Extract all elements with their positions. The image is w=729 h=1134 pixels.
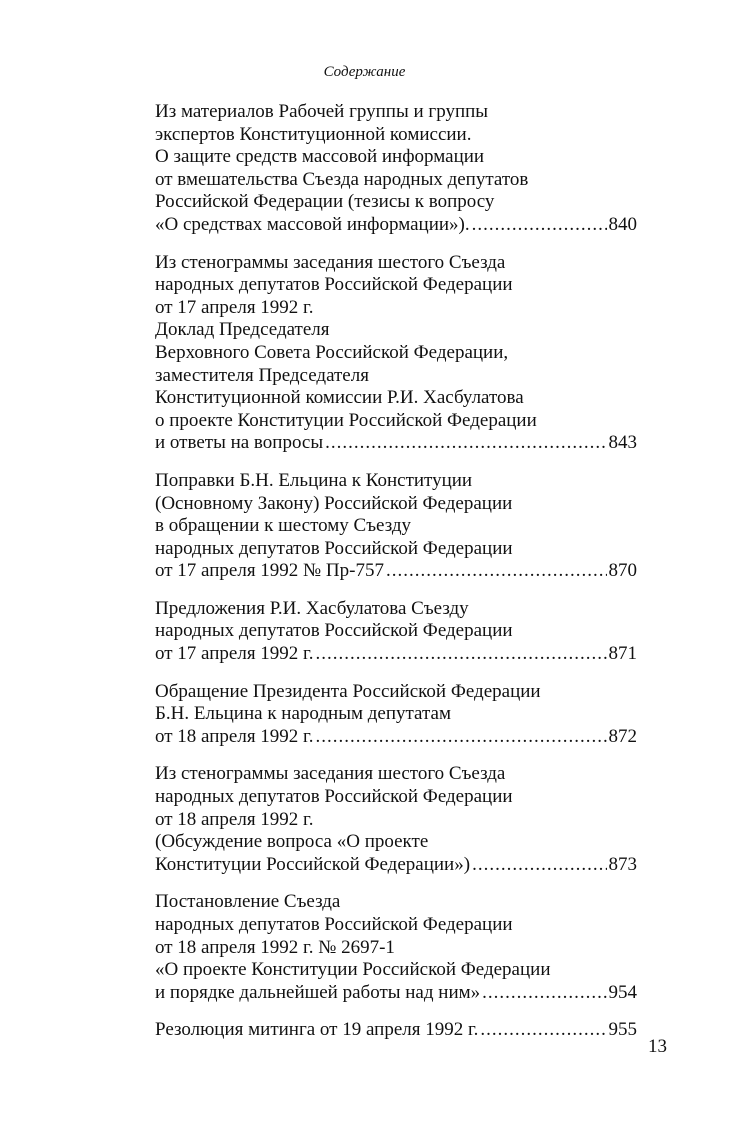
entry-line: от 18 апреля 1992 г. № 2697-1 xyxy=(155,936,395,958)
entry-last-line xyxy=(155,560,637,583)
entry-last-line xyxy=(155,432,637,455)
entry-line: Обращение Президента Российской Федерации xyxy=(155,680,541,702)
entry-line: Б.Н. Ельцина к народным депутатам xyxy=(155,703,451,725)
entry-line: Из стенограммы заседания шестого Съезда xyxy=(155,763,506,785)
entry-line: от 18 апреля 1992 г. xyxy=(155,808,314,830)
entry-line: «О средствах массовой информации»). xyxy=(155,213,470,235)
entry-line: Постановление Съезда xyxy=(155,891,341,913)
entry-line: и ответы на вопросы xyxy=(155,432,324,454)
entry-line: народных депутатов Российской Федерации xyxy=(155,786,513,808)
toc-entry xyxy=(155,763,637,876)
entry-line: Резолюция митинга от 19 апреля 1992 г. xyxy=(155,1019,479,1041)
entry-page-number: 955 xyxy=(608,1019,637,1041)
entry-line: (Основному Закону) Российской Федерации xyxy=(155,492,513,514)
entry-line: Предложения Р.И. Хасбулатова Съезду xyxy=(155,597,469,619)
dot-leader xyxy=(315,726,606,749)
table-of-contents xyxy=(155,101,637,1057)
entry-line: Российской Федерации (тезисы к вопросу xyxy=(155,191,495,213)
toc-entry xyxy=(155,891,637,1004)
entry-line: (Обсуждение вопроса «О проекте xyxy=(155,831,429,853)
dot-leader xyxy=(480,1019,606,1042)
toc-entry xyxy=(155,252,637,455)
entry-page-number: 843 xyxy=(608,432,637,454)
entry-line: «О проекте Конституции Российской Федерации xyxy=(155,959,551,981)
entry-last-line xyxy=(155,726,637,749)
entry-line: Конституции Российской Федерации») xyxy=(155,853,471,875)
toc-entry xyxy=(155,1019,637,1042)
entry-last-line xyxy=(155,854,637,877)
entry-line: Верховного Совета Российской Федерации, xyxy=(155,341,509,363)
entry-line: о проекте Конституции Российской Федерации xyxy=(155,409,537,431)
entry-page-number: 954 xyxy=(608,981,637,1003)
entry-page-number: 871 xyxy=(608,643,637,665)
entry-line: от 17 апреля 1992 г. xyxy=(155,643,314,665)
entry-line: и порядке дальнейшей работы над ним» xyxy=(155,981,481,1003)
entry-line: от 17 апреля 1992 г. xyxy=(155,296,314,318)
entry-page-number: 873 xyxy=(608,853,637,875)
entry-line: заместителя Председателя xyxy=(155,364,369,386)
toc-entry xyxy=(155,101,637,237)
entry-line: экспертов Конституционной комиссии. xyxy=(155,123,472,145)
entry-line: в обращении к шестому Съезду xyxy=(155,515,412,537)
entry-page-number: 840 xyxy=(608,213,637,235)
dot-leader xyxy=(315,643,606,666)
page-header: Содержание xyxy=(323,64,406,80)
dot-leader xyxy=(386,560,607,583)
entry-last-line xyxy=(155,1019,637,1042)
entry-last-line xyxy=(155,982,637,1005)
entry-line: от 18 апреля 1992 г. xyxy=(155,725,314,747)
entry-last-line xyxy=(155,643,637,666)
toc-entry xyxy=(155,470,637,583)
entry-line: О защите средств массовой информации xyxy=(155,146,485,168)
entry-page-number: 870 xyxy=(608,560,637,582)
entry-line: народных депутатов Российской Федерации xyxy=(155,537,513,559)
toc-entry xyxy=(155,598,637,666)
entry-line: Из стенограммы заседания шестого Съезда xyxy=(155,251,506,273)
dot-leader xyxy=(325,432,606,455)
entry-line: народных депутатов Российской Федерации xyxy=(155,620,513,642)
dot-leader xyxy=(482,982,606,1005)
entry-line: народных депутатов Российской Федерации xyxy=(155,274,513,296)
page-number: 13 xyxy=(648,1036,667,1057)
entry-line: от вмешательства Съезда народных депутатов xyxy=(155,168,529,190)
entry-last-line xyxy=(155,214,637,237)
dot-leader xyxy=(472,854,606,877)
entry-line: народных депутатов Российской Федерации xyxy=(155,914,513,935)
entry-line: Поправки Б.Н. Ельцина к Конституции xyxy=(155,469,473,491)
entry-page-number: 872 xyxy=(608,725,637,747)
entry-line: от 17 апреля 1992 № Пр-757 xyxy=(155,560,384,582)
toc-entry xyxy=(155,681,637,749)
entry-line: Доклад Председателя xyxy=(155,319,330,341)
entry-line: Из материалов Рабочей группы и группы xyxy=(155,101,489,122)
entry-line: Конституционной комиссии Р.И. Хасбулатова xyxy=(155,387,524,409)
dot-leader xyxy=(472,214,607,237)
